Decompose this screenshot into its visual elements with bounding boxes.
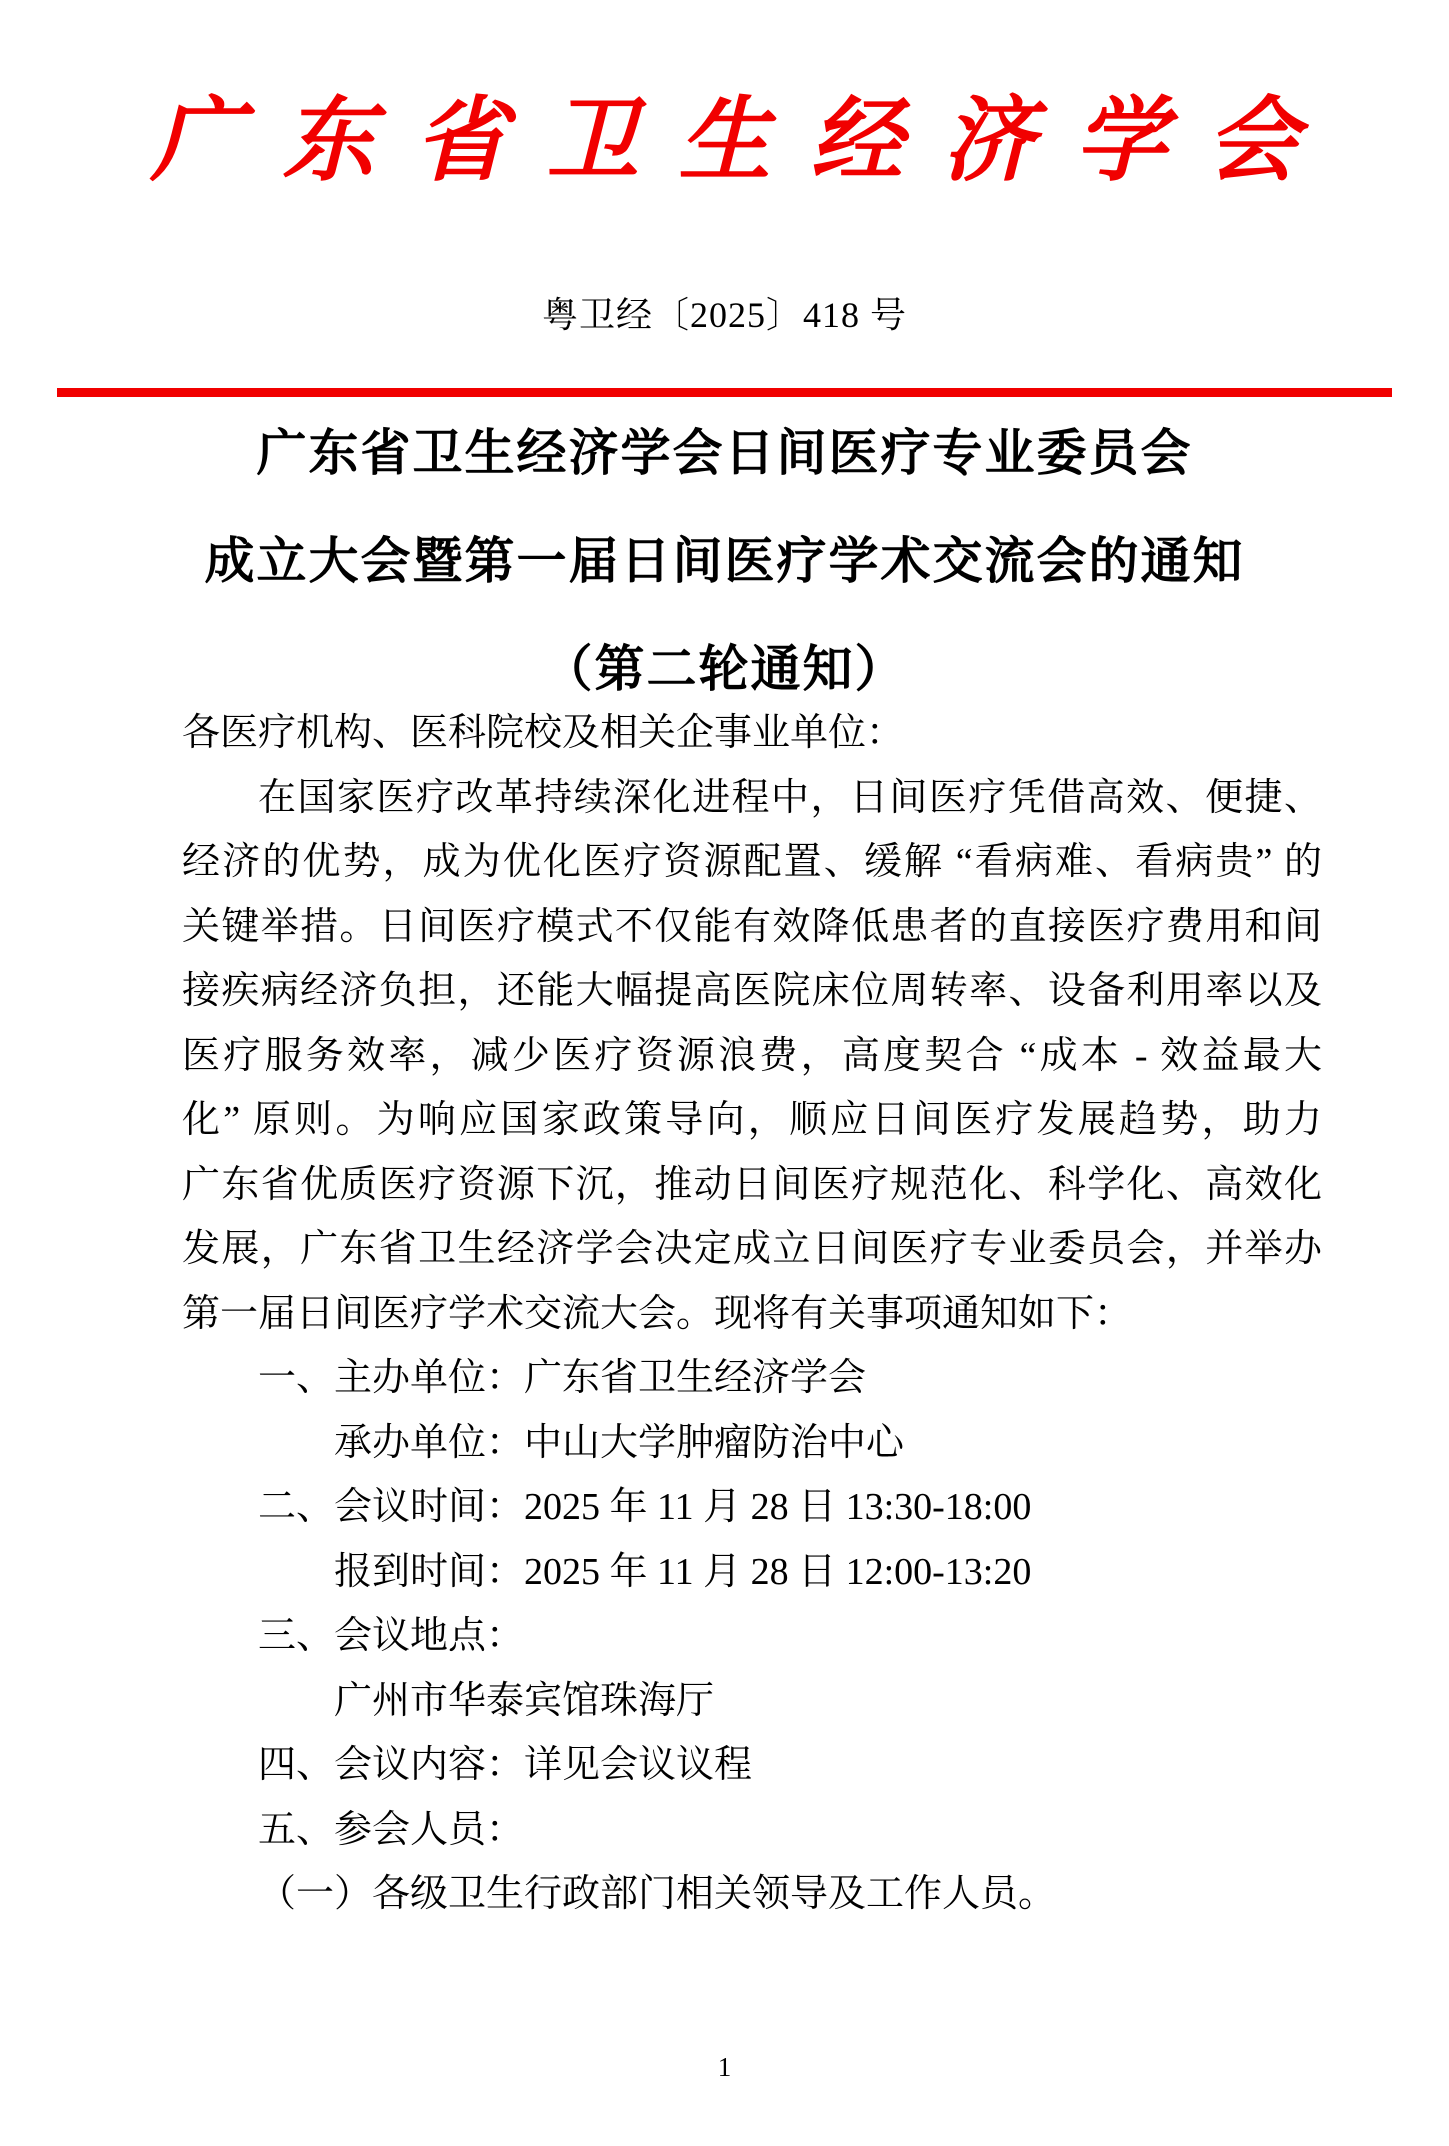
body-line-participants: 五、参会人员： (258, 1808, 525, 1851)
body-line-participants-1: （一）各级卫生行政部门相关领导及工作人员。 (258, 1873, 1057, 1915)
body-line-meeting-time: 二、会议时间：2025 年 11 月 28 日 13:30-18:00 (258, 1486, 1032, 1528)
body-line-venue-label: 三、会议地点： (258, 1615, 525, 1657)
body-line-organizer: 承办单位：中山大学肿瘤防治中心 (334, 1421, 905, 1464)
body-line: 化” 原则。为响应国家政策导向，顺应日间医疗发展趋势，助力 (182, 1099, 1322, 1141)
body-line: 经济的优势，成为优化医疗资源配置、缓解 “看病难、看病贵” 的 (182, 841, 1322, 883)
body-line: 医疗服务效率，减少医疗资源浪费，高度契合 “成本 - 效益最大 (182, 1034, 1322, 1077)
org-letterhead-title: 广东省卫生经济学会 (150, 90, 1339, 192)
notice-body (182, 701, 1322, 1927)
body-line-venue: 广州市华泰宾馆珠海厅 (334, 1679, 715, 1722)
body-line: 接疾病经济负担，还能大幅提高医院床位周转率、设备利用率以及 (182, 970, 1322, 1012)
body-line: 发展，广东省卫生经济学会决定成立日间医疗专业委员会，并举办 (182, 1228, 1322, 1270)
body-line-agenda: 四、会议内容：详见会议议程 (258, 1744, 753, 1786)
red-divider-line (57, 388, 1392, 397)
body-line: 在国家医疗改革持续深化进程中，日间医疗凭借高效、便捷、 (258, 776, 1322, 819)
notice-title-line-2: 成立大会暨第一届日间医疗学术交流会的通知 (204, 533, 1245, 589)
body-line-checkin-time: 报到时间：2025 年 11 月 28 日 12:00-13:20 (334, 1550, 1032, 1593)
document-number: 粤卫经〔2025〕418 号 (541, 295, 907, 335)
notice-title-line-1: 广东省卫生经济学会日间医疗专业委员会 (256, 425, 1193, 481)
body-line-host-org: 一、主办单位：广东省卫生经济学会 (258, 1357, 867, 1399)
body-line: 各医疗机构、医科院校及相关企事业单位： (182, 712, 905, 754)
body-line: 第一届日间医疗学术交流大会。现将有关事项通知如下： (182, 1292, 1133, 1335)
page-number: 1 (717, 2051, 732, 2082)
notice-title (0, 399, 1449, 723)
body-line: 广东省优质医疗资源下沉，推动日间医疗规范化、科学化、高效化 (182, 1163, 1322, 1206)
body-line: 关键举措。日间医疗模式不仅能有效降低患者的直接医疗费用和间 (182, 905, 1322, 948)
notice-title-line-3: （第二轮通知） (542, 641, 907, 697)
